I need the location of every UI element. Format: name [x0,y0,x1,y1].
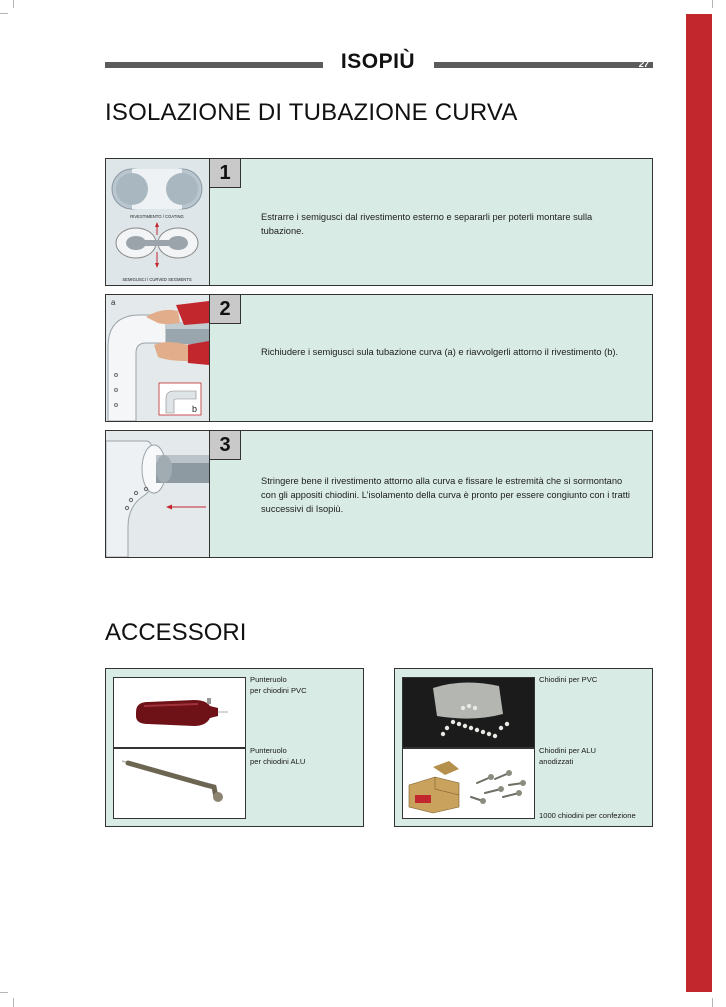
pvc-nails-label-line1: Chiodini per PVC [539,675,598,684]
label-b: b [192,404,198,414]
brand-title: ISOPIÙ [340,50,416,73]
alu-nails-label-line1: Chiodini per ALU [539,746,596,755]
pvc-punch-label-line1: Punteruolo [250,675,287,684]
pvc-punch-label [250,674,362,696]
pvc-punch-image [113,677,246,748]
crop-mark [13,0,14,8]
crop-mark [712,998,713,1007]
header-rule-right [434,62,653,68]
page-number: 27 [639,59,650,69]
segments-label: SEMIGUSCI / CURVED SEGMENTS [122,277,192,282]
step-1-text: Estrarre i semigusci dal rivestimento esterno e separarli per poterli montare sulla tubazione. [261,212,593,236]
crop-mark [712,0,713,8]
step-2-illustration [106,295,210,421]
step-2-text: Richiudere i semigusci sula tubazione curva (a) e riavvolgerli attorno il rivestimento (b). [261,347,619,357]
accessories-title: ACCESSORI [105,619,247,646]
package-note: 1000 chiodini per confezione [539,811,636,820]
pvc-nails-image [402,677,535,748]
header-rule-left [105,62,323,68]
alu-nails-label-line2: anodizzati [539,757,574,766]
crop-mark [0,992,8,993]
alu-nails-image [402,748,535,819]
step-3-number: 3 [210,431,241,460]
page-title: ISOLAZIONE DI TUBAZIONE CURVA [105,99,518,126]
pvc-punch-label-line2: per chiodini PVC [250,686,307,695]
step-3-illustration [106,431,210,557]
step-1-panel [105,158,653,286]
alu-punch-image [113,748,246,819]
step-3-panel [105,430,653,558]
alu-punch-label [250,745,362,767]
side-accent-bar [686,14,712,992]
step-2-panel [105,294,653,422]
coating-label: RIVESTIMENTO / COATING [130,214,184,219]
alu-nails-label [539,745,651,767]
step-1-illustration [106,159,210,285]
label-a: a [111,298,116,307]
alu-punch-label-line2: per chiodini ALU [250,757,306,766]
pvc-nails-label [539,674,651,685]
accessories-panel-right [394,668,653,827]
step-1-number: 1 [210,159,241,188]
crop-mark [13,998,14,1007]
crop-mark [0,13,8,14]
step-3-text: Stringere bene il rivestimento attorno alla curva e fissare le estremità che si sormontano con gli appositi chiodini. L’isolamento della curva è pronto per essere congiunto con i tratti successivi di Isopiù. [261,476,630,514]
step-2-number: 2 [210,295,241,324]
accessories-panel-left [105,668,364,827]
alu-punch-label-line1: Punteruolo [250,746,287,755]
